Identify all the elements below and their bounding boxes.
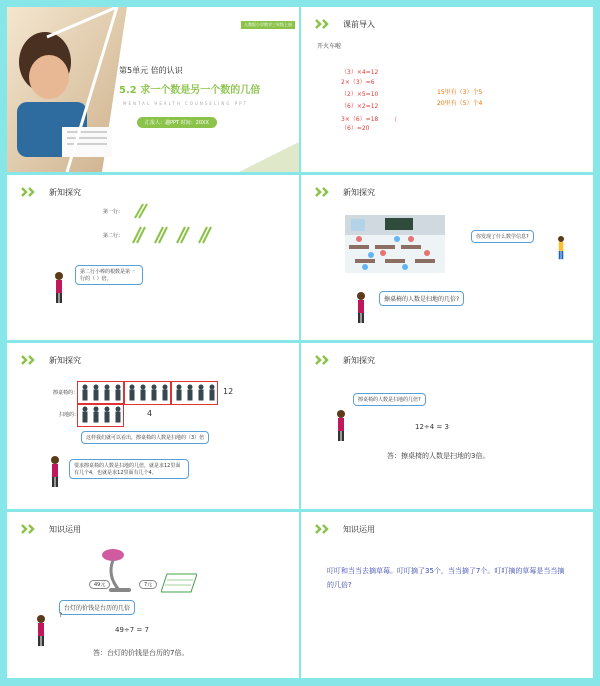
row2-label: 第二行： [103,233,124,239]
slide-explore-3[interactable] [7,343,299,509]
chevron-icon [315,355,337,365]
teacher-figure [353,291,369,325]
slide-title: 新知探究 [343,187,375,197]
chevron-icon [21,187,43,197]
cover-subtitle: MENTAL HEALTH COUNSELING PPT [123,101,248,106]
count-sweeping: 4 [147,409,153,418]
label-wiping: 擦桌椅的： [53,390,79,396]
expr-1: （3）×4=12 [341,69,379,76]
slide-header [315,353,375,367]
lamp-price: 49元 [89,580,110,589]
slide-header [315,185,375,199]
slide-header [21,522,81,536]
slide-header [315,522,375,536]
teacher-figure [33,614,49,648]
calendar-icon [161,572,197,594]
classroom-image [345,215,445,273]
slide-title: 新知探究 [49,355,81,365]
slide-title: 新知探究 [343,355,375,365]
slide-apply-1[interactable] [7,512,299,678]
chevron-icon [315,187,337,197]
cover-triangle [239,142,299,172]
chevron-icon [21,355,43,365]
cover-meta: 汇报人：趣PPT 时间：20XX [137,117,217,128]
boy-figure [555,235,567,261]
calendar-price: 7元 [139,580,157,589]
slide-title: 新知探究 [49,187,81,197]
slide-explore-1[interactable] [7,175,299,340]
slide-apply-2[interactable] [301,512,593,678]
problem-text: 叮叮和当当去摘草莓。叮叮摘了35个，当当摘了7个。叮叮摘的草莓是当当摘的几倍? [327,567,565,589]
row1-label: 第一行： [103,209,124,215]
chevron-icon [315,19,337,29]
game-label: 开火车啦 [317,43,342,50]
slide-header [21,353,81,367]
info-bubble: 你发现了什么数学信息? [471,230,534,243]
question-mark: ? [59,612,63,619]
teacher-figure [333,409,349,443]
explain-bubble: 要求擦桌椅的人数是扫地的几倍，就是求12里面有几个4，也就是求12里面有几个4。 [69,459,189,479]
sticks-row1 [131,203,151,219]
question-bubble: 擦桌椅的人数是扫地的几倍? [379,291,464,306]
slide-header [315,17,375,31]
people-wiping [79,384,217,402]
expr-6: （6）=20 [341,125,370,132]
cover-unit: 第5单元 倍的认识 [119,66,183,75]
right-expr-1: 15里有（3）个5 [437,89,483,96]
question-bubble: 台灯的价钱是台历的几倍 [59,600,135,615]
count-wiping: 12 [223,387,234,396]
people-sweeping [79,406,125,424]
slide-cover[interactable] [7,7,299,172]
teacher-figure [51,271,67,305]
expr-3: （2）×5=10 [341,91,379,98]
right-expr-2: 20里有（5）个4 [437,100,483,107]
cover-photo [7,7,127,172]
expr-paren: （ [391,117,398,124]
expr-4: （6）×2=12 [341,103,379,110]
equation: 49÷7 = 7 [115,626,149,634]
slide-title: 知识运用 [49,524,81,534]
chevron-icon [21,524,43,534]
slide-title: 课前导入 [343,19,375,29]
teacher-figure [47,455,63,489]
slide-header [21,185,81,199]
sticks-row2 [131,226,221,244]
note-bubble: 这样我们就可以看出，擦桌椅的人数是扫地的（3）倍 [81,431,209,444]
label-sweeping: 扫地的： [59,412,80,418]
question-bubble: 擦桌椅的人数是扫地的几倍? [353,393,426,406]
chevron-icon [315,524,337,534]
equation: 12÷4 = 3 [415,423,449,431]
question-bubble: 第二行小棒的根数是第一行的（ ）倍。 [75,265,143,285]
slide-title: 知识运用 [343,524,375,534]
answer: 答：台灯的价钱是台历的7倍。 [93,649,189,657]
answer: 答：擦桌椅的人数是扫地的3倍。 [387,452,490,460]
slide-explore-4[interactable] [301,343,593,509]
expr-2: 2×（3）=6 [341,79,375,86]
cover-title: 5.2 求一个数是另一个数的几倍 [119,85,261,96]
cover-badge: 人教版小学数学三年级上册 [241,21,295,29]
slide-explore-2[interactable] [301,175,593,340]
expr-5: 3×（6）=18 [341,116,379,123]
slide-intro[interactable] [301,7,593,172]
